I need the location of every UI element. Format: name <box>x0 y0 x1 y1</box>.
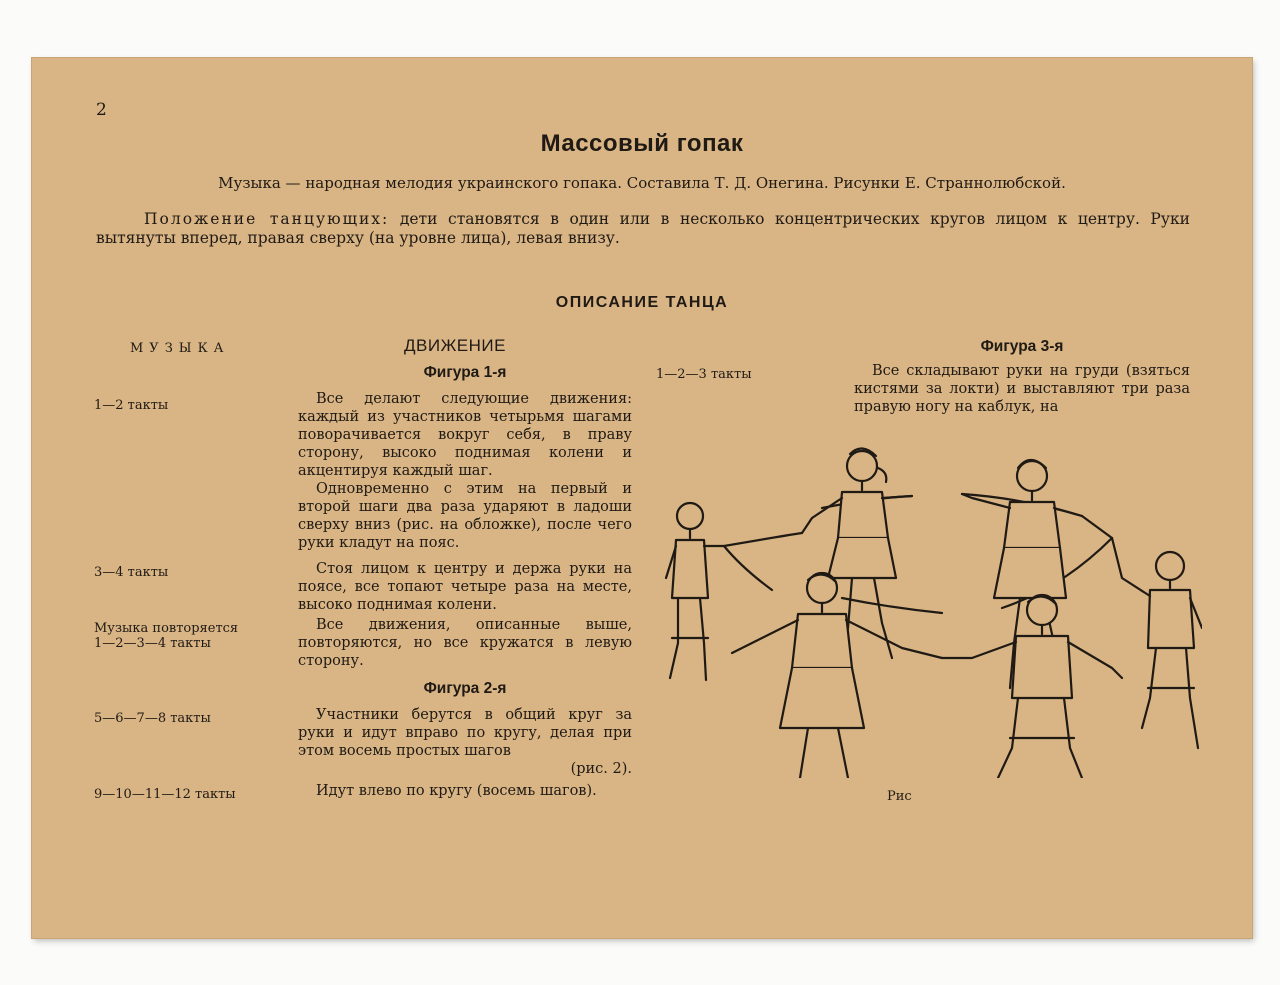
movement-text: Все складывают руки на груди (взяться кистями за локти) и выставляют три раза правую ногу на каблук, на <box>854 363 1190 415</box>
music-bars-1-3: 1—2—3 такты <box>656 367 752 382</box>
figure-2-heading: Фигура 2-я <box>423 680 507 697</box>
movement-text: Идут влево по кругу (восемь шагов). <box>316 783 597 799</box>
figure-3-heading: Фигура 3-я <box>980 338 1064 355</box>
music-repeat-label: Музыка повторяется <box>94 621 239 636</box>
music-bars-3-4: 3—4 такты <box>94 565 169 580</box>
figure-2-step-1 <box>298 706 632 778</box>
music-column-heading: МУЗЫКА <box>130 341 230 356</box>
figure-1-heading: Фигура 1-я <box>423 364 507 381</box>
page-title: Массовый гопак <box>540 130 744 157</box>
movement-text: Все делают следующие движения: каждый из участников четырьмя шагами поворачивается вокруг себя, в праву сторону, высоко поднимая колени и акцентируя каждый шаг. <box>298 391 632 479</box>
figure-1-step-3 <box>298 616 632 670</box>
starting-position-paragraph <box>96 210 1190 248</box>
section-title: ОПИСАНИЕ ТАНЦА <box>555 294 729 311</box>
figure-1-step-1 <box>298 390 632 552</box>
dancer-boy-right <box>1112 538 1202 748</box>
movement-text: Одновременно с этим на первый и второй шаги два раза ударяют в ладоши сверху вниз (рис. на обложке), после чего руки кладут на пояс. <box>298 481 632 551</box>
starting-position-label: Положение танцующих: <box>144 210 390 228</box>
music-bars-9-12: 9—10—11—12 такты <box>94 787 236 802</box>
dancer-boy-front <box>942 595 1122 778</box>
credits-line: Музыка — народная мелодия украинского гопака. Составила Т. Д. Онегина. Рисунки Е. Страннолюбской. <box>218 174 1066 192</box>
music-bars-5-8: 5—6—7—8 такты <box>94 711 211 726</box>
movement-text: Участники берутся в общий круг за руки и идут вправо по кругу, делая при этом восемь простых шагов <box>298 707 632 759</box>
illustration-caption: Рис <box>887 789 912 804</box>
figure-3-step-1 <box>854 362 1190 416</box>
figure-2-step-2 <box>298 782 632 800</box>
dancer-girl-front <box>732 573 942 778</box>
page-number: 2 <box>96 100 107 120</box>
figure-1-step-2 <box>298 560 632 614</box>
movement-column-heading: ДВИЖЕНИЕ <box>404 336 506 355</box>
movement-text: Все движения, описанные выше, повторяются, но все кружатся в левую сторону. <box>298 617 632 669</box>
movement-text: (рис. 2). <box>570 761 632 777</box>
dancer-boy-left <box>666 503 724 680</box>
booklet-page <box>32 58 1252 938</box>
music-bars-1-2: 1—2 такты <box>94 398 169 413</box>
music-repeat <box>94 621 238 651</box>
dancers-circle-illustration <box>642 428 1202 778</box>
movement-text: Стоя лицом к центру и держа руки на поясе, все топают четыре раза на месте, высоко поднимая колени. <box>298 561 632 613</box>
starting-position-text: дети становятся в один или в несколько концентрических кругов лицом к центру. Руки вытянуты вперед, правая сверху (на уровне лица), левая внизу. <box>96 210 1190 247</box>
music-repeat-bars: 1—2—3—4 такты <box>94 636 211 651</box>
